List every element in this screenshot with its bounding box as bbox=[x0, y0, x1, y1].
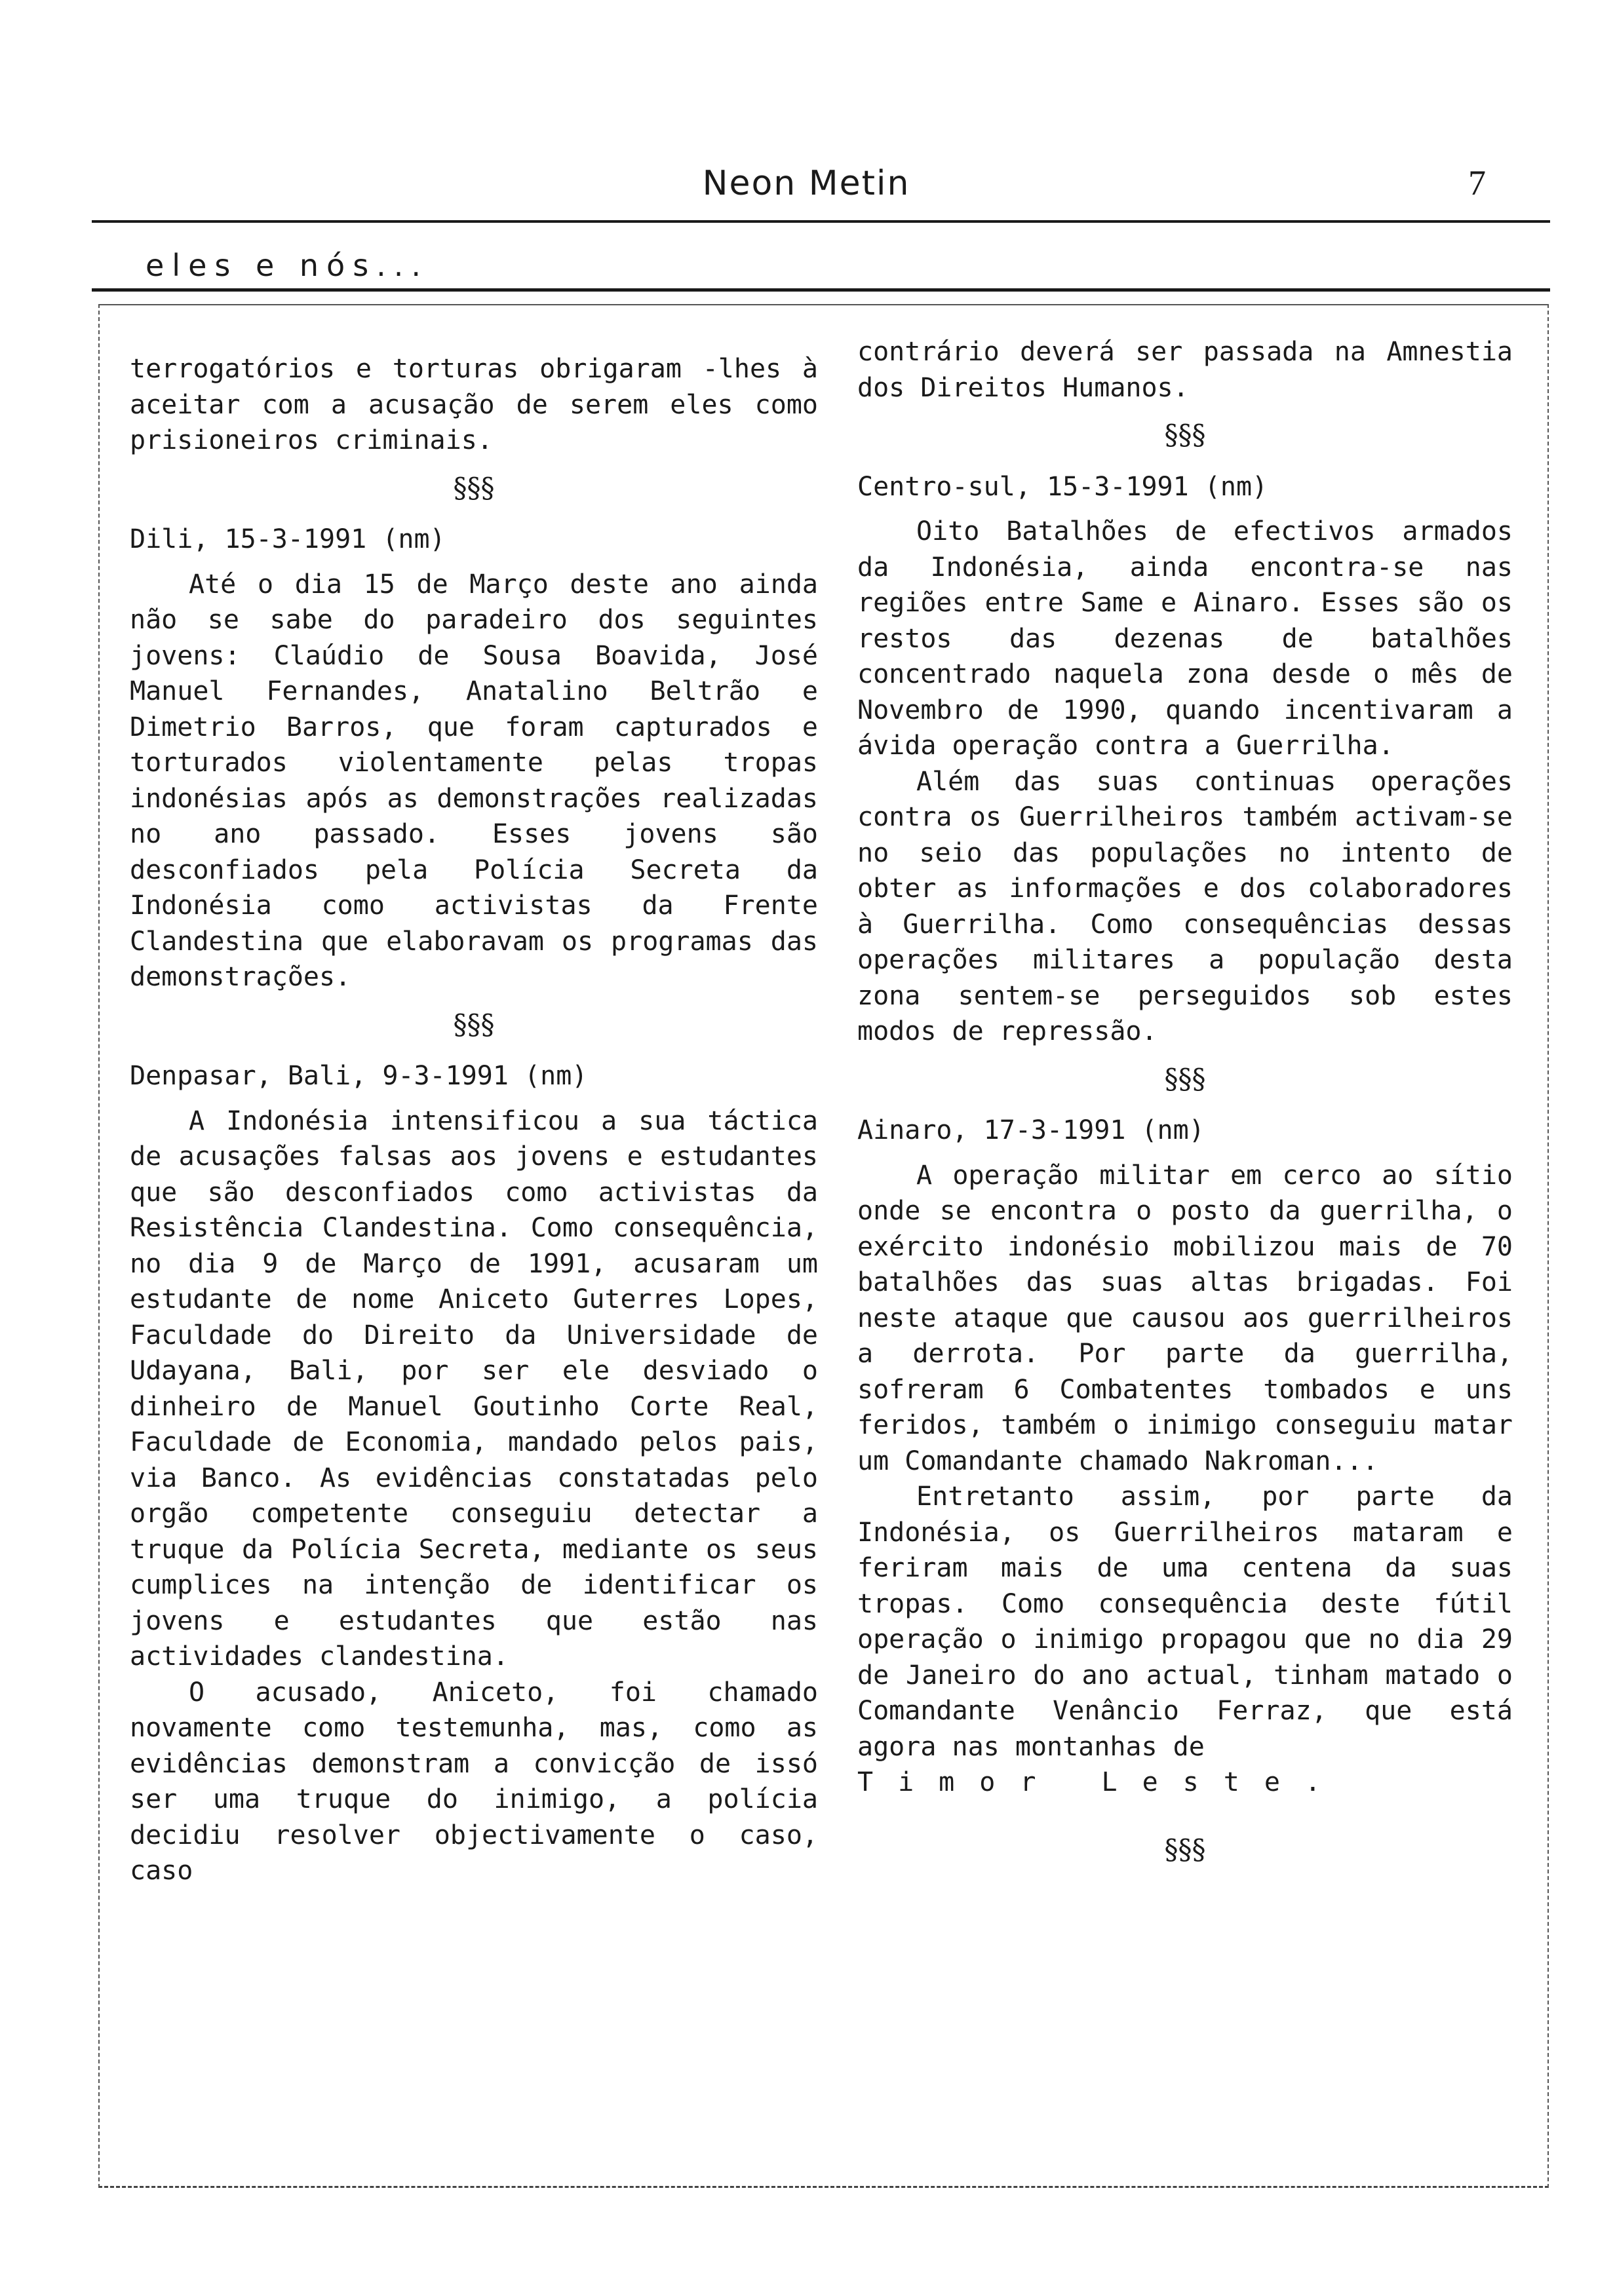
page-number: 7 bbox=[1468, 163, 1486, 202]
paragraph: terrogatórios e torturas obrigaram -lhes à aceitar com a acusação de serem eles como prisioneiros criminais. bbox=[130, 354, 818, 455]
paragraph: Entretanto assim, por parte da Indonésia, os Guerrilheiros mataram e feriram mais de uma centena da suas tropas. Como consequência deste fútil operação o inimigo propagou que no dia 29 de Janeiro do ano actual, tinham matado o Comandante Venâncio Ferraz, que está agora nas montanhas de bbox=[857, 1482, 1513, 1762]
dateline: Dili, 15-3-1991 (nm) bbox=[130, 524, 446, 554]
dateline: Ainaro, 17-3-1991 (nm) bbox=[857, 1115, 1205, 1145]
section-separator: §§§ bbox=[453, 471, 495, 504]
section-separator: §§§ bbox=[453, 1008, 495, 1041]
page-header-title: Neon Metin bbox=[702, 164, 910, 203]
paragraph: A operação militar em cerco ao sítio onde se encontra o posto da guerrilha, o exército indonésio mobilizou mais de 70 batalhões das suas altas brigadas. Foi neste ataque que causou aos guerrilheiros a derrota. Por parte da guerrilha, sofreram 6 Combatentes tombados e uns feridos, também o inimigo conseguiu matar um Comandante chamado Nakroman... bbox=[857, 1160, 1513, 1476]
dateline: Denpasar, Bali, 9-3-1991 (nm) bbox=[130, 1061, 588, 1091]
paragraph: Até o dia 15 de Março deste ano ainda não se sabe do paradeiro dos seguintes jovens: Claúdio de Sousa Boavida, José Manuel Fernandes, Anatalino Beltrão e Dimetrio Barros, que foram capturados e torturados violentamente pelas tropas indonésias após as demonstrações realizadas no ano passado. Esses jovens são desconfiados pela Polícia Secreta da Indonésia como activistas da Frente Clandestina que elaboravam os programas das demonstrações. bbox=[130, 569, 818, 992]
section-rule bbox=[92, 288, 1550, 292]
paragraph: O acusado, Aniceto, foi chamado novamente como testemunha, mas, como as evidências demonstram a convicção de issó ser uma truque do inimigo, a polícia decidiu resolver objectivamente o caso, caso bbox=[130, 1677, 818, 1886]
section-separator: §§§ bbox=[1164, 1833, 1206, 1866]
section-separator: §§§ bbox=[1164, 1062, 1206, 1095]
paragraph: Além das suas continuas operações contra os Guerrilheiros também activam-se no seio das populações no intento de obter as informações e dos colaboradores à Guerrilha. Como consequências dessas operações militares a população desta zona sentem-se perseguidos sob estes modos de repressão. bbox=[857, 766, 1513, 1046]
paragraph-closing: Timor Leste. bbox=[857, 1767, 1346, 1797]
header-rule bbox=[92, 220, 1550, 223]
paragraph: A Indonésia intensificou a sua táctica de acusações falsas aos jovens e estudantes que são desconfiados como activistas da Resistência Clandestina. Como consequência, no dia 9 de Março de 1991, acusaram um estudante de nome Aniceto Guterres Lopes, Faculdade do Direito da Universidade de Udayana, Bali, por ser ele desviado o dinheiro de Manuel Goutinho Corte Real, Faculdade de Economia, mandado pelos pais, via Banco. As evidências constatadas pelo orgão competente conseguiu detectar a truque da Polícia Secreta, mediante os seus cumplices na intenção de identificar os jovens e estudantes que estão nas actividades clandestina. bbox=[130, 1105, 818, 1672]
section-separator: §§§ bbox=[1164, 419, 1206, 451]
section-label: eles e nós... bbox=[146, 248, 429, 283]
right-column bbox=[857, 334, 1513, 1883]
dateline: Centro-sul, 15-3-1991 (nm) bbox=[857, 471, 1268, 502]
paragraph: Oito Batalhões de efectivos armados da Indonésia, ainda encontra-se nas regiões entre Same e Ainaro. Esses são os restos das dezenas de batalhões concentrado naquela zona desde o mês de Novembro de 1990, quando incentivaram a ávida operação contra a Guerrilha. bbox=[857, 516, 1513, 761]
left-column bbox=[130, 351, 818, 1889]
paragraph: contrário deverá ser passada na Amnestia dos Direitos Humanos. bbox=[857, 337, 1513, 403]
